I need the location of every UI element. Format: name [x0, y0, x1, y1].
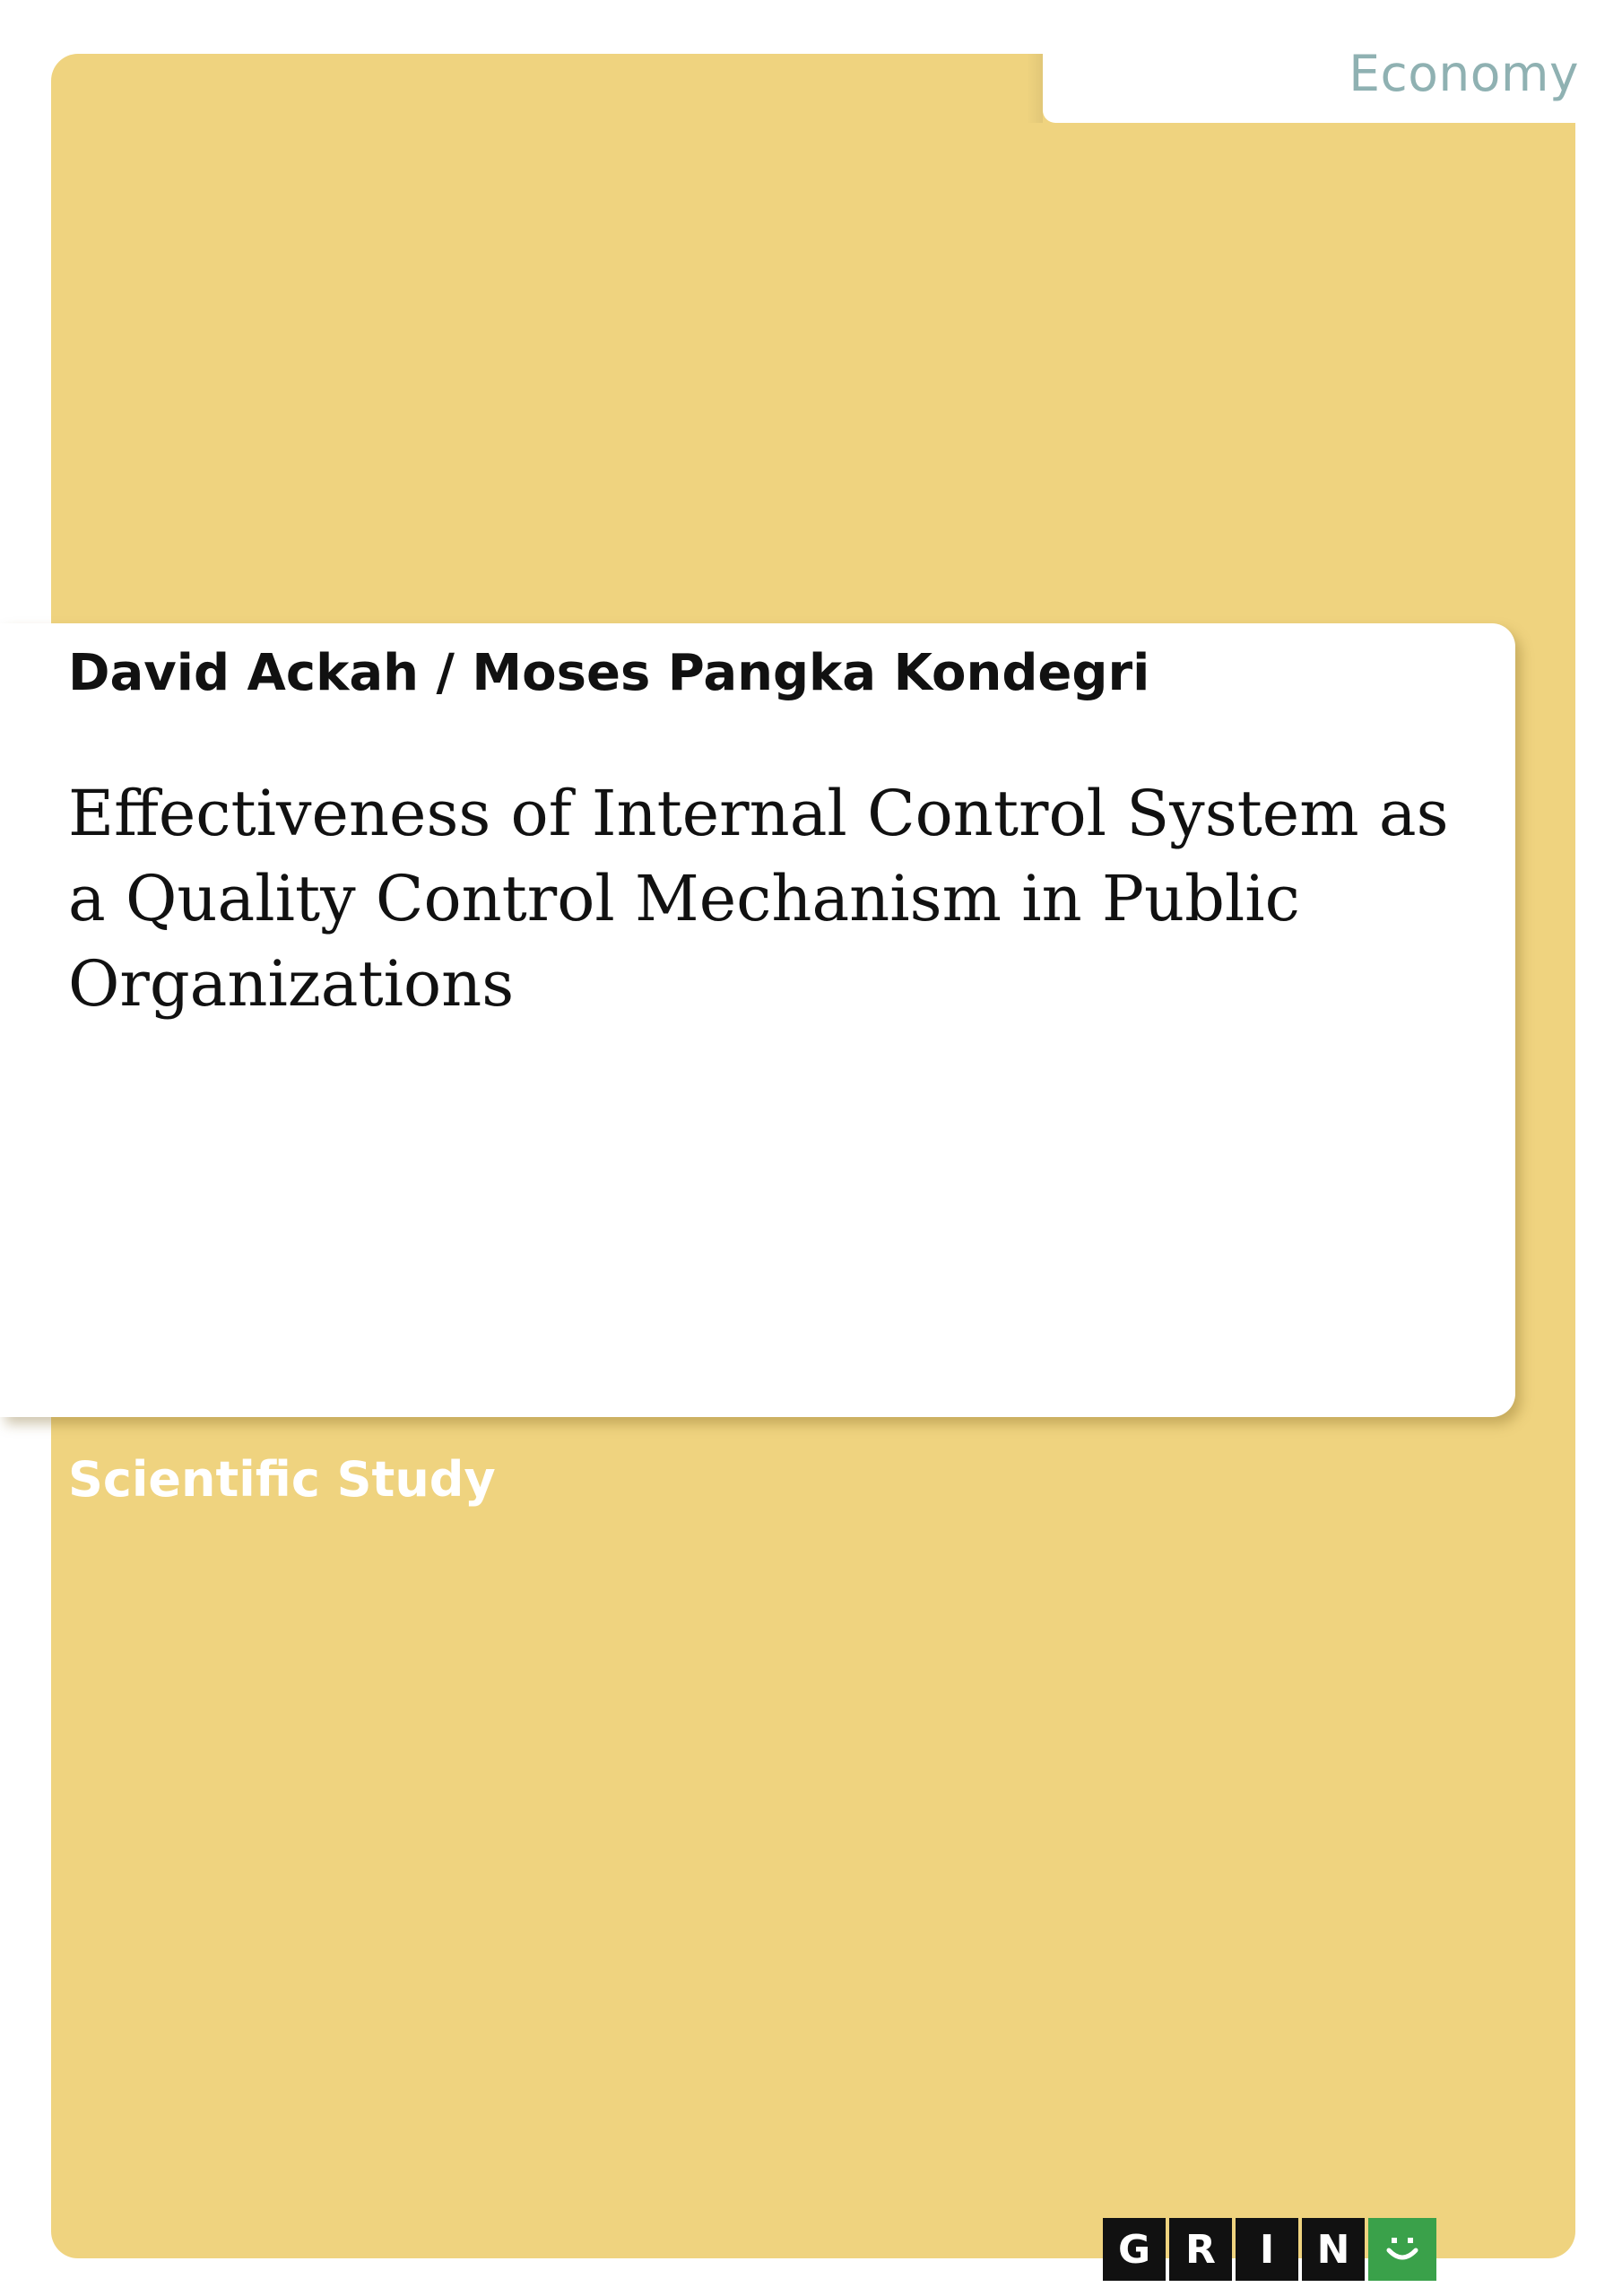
category-label: Economy	[1349, 45, 1579, 102]
authors: David Ackah / Moses Pangka Kondegri	[68, 644, 1150, 702]
logo-letter-g: G	[1103, 2218, 1166, 2281]
document-title: Effectiveness of Internal Control System as a Quality Control Mechanism in Public Organizations	[68, 777, 1449, 1021]
logo-letter-n: N	[1302, 2218, 1365, 2281]
smiley-icon	[1368, 2218, 1436, 2281]
logo-letter-i: I	[1236, 2218, 1298, 2281]
logo-letter-r: R	[1169, 2218, 1232, 2281]
document-type: Scientific Study	[68, 1451, 496, 1508]
grin-logo	[1103, 2218, 1436, 2281]
